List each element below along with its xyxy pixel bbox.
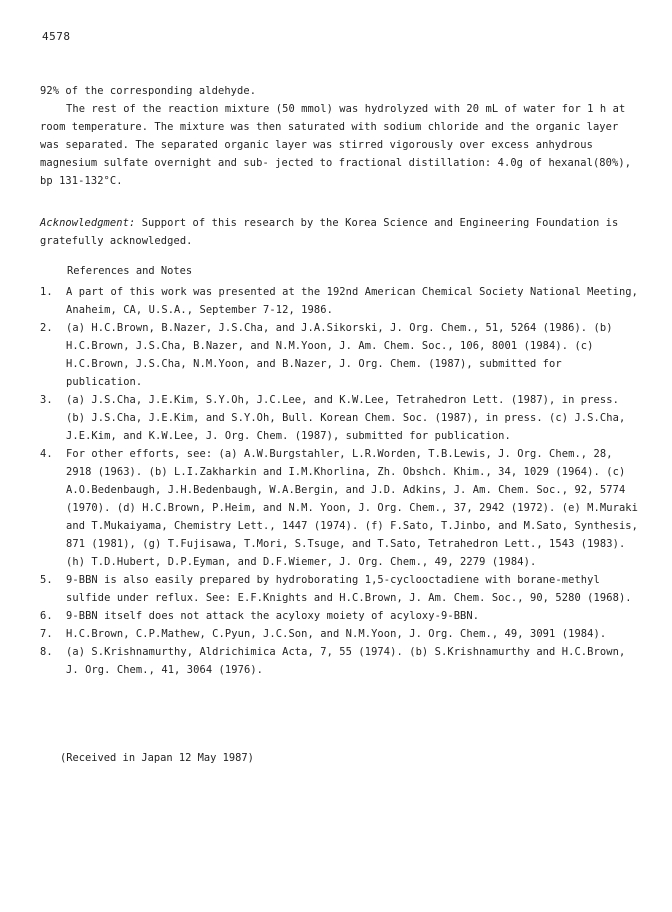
acknowledgment-label: Acknowledgment: <box>40 217 136 229</box>
reference-item <box>40 319 644 391</box>
reference-number: 8. <box>40 646 53 658</box>
reference-number: 7. <box>40 628 53 640</box>
reference-text: (a) J.S.Cha, J.E.Kim, S.Y.Oh, J.C.Lee, and K.W.Lee, Tetrahedron Lett. (1987), in press. (b) J.S.Cha, J.E.Kim, and S.Y.Oh, Bull. Korean Chem. Soc. (1987), in press. (c) J.S.Cha, J.E.Kim, and K.W.Lee, J. Org. Chem. (1987), submitted for publication. <box>66 394 626 442</box>
reference-number: 3. <box>40 394 53 406</box>
reference-text: 9-BBN is also easily prepared by hydroborating 1,5-cyclooctadiene with borane-methyl sulfide under reflux. See: E.F.Knights and H.C.Brown, J. Am. Chem. Soc., 90, 5280 (1968). <box>66 574 632 604</box>
reference-text: (a) S.Krishnamurthy, Aldrichimica Acta, 7, 55 (1974). (b) S.Krishnamurthy and H.C.Brown, J. Org. Chem., 41, 3064 (1976). <box>66 646 626 676</box>
acknowledgment-text: Support of this research by the Korea Science and Engineering Foundation is gratefully acknowledged. <box>40 217 619 247</box>
reference-item <box>40 283 644 319</box>
reference-text: A part of this work was presented at the 192nd American Chemical Society National Meeting, Anaheim, CA, U.S.A., September 7-12, 1986. <box>66 286 639 316</box>
paragraph-continuation: 92% of the corresponding aldehyde. <box>40 85 257 97</box>
reference-text: 9-BBN itself does not attack the acyloxy moiety of acyloxy-9-BBN. <box>66 610 480 622</box>
reference-item <box>40 571 644 607</box>
reference-number: 4. <box>40 448 53 460</box>
reference-text: (a) H.C.Brown, B.Nazer, J.S.Cha, and J.A.Sikorski, J. Org. Chem., 51, 5264 (1986). (b) H.C.Brown, J.S.Cha, B.Nazer, and N.M.Yoon, J. Am. Chem. Soc., 106, 8001 (1984). (c) H.C.Brown, J.S.Cha, N.M.Yoon, and B.Nazer, J. Org. Chem. (1987), submitted for publication. <box>66 322 613 388</box>
reference-item <box>40 391 644 445</box>
reference-text: For other efforts, see: (a) A.W.Burgstahler, L.R.Worden, T.B.Lewis, J. Org. Chem., 28, 2918 (1963). (b) L.I.Zakharkin and I.M.Khorlina, Zh. Obshch. Khim., 34, 1029 (1964). (c) A.O.Bedenbaugh, J.H.Bedenbaugh, W.A.Bergin, and J.D. Adkins, J. Am. Chem. Soc., 92, 5774 (1970). (d) H.C.Brown, P.Heim, and N.M. Yoon, J. Org. Chem., 37, 2942 (1972). (e) M.Muraki and T.Mukaiyama, Chemistry Lett., 1447 (1974). (f) F.Sato, T.Jinbo, and M.Sato, Synthesis, 871 (1981), (g) T.Fujisawa, T.Mori, S.Tsuge, and T.Sato, Tetrahedron Lett., 1543 (1983). (h) T.D.Hubert, D.P.Eyman, and D.F.Wiemer, J. Org. Chem., 49, 2279 (1984). <box>66 448 639 568</box>
reference-item <box>40 625 644 643</box>
references-list <box>40 283 644 679</box>
reference-number: 5. <box>40 574 53 586</box>
reference-number: 1. <box>40 286 53 298</box>
reference-number: 6. <box>40 610 53 622</box>
reference-text: H.C.Brown, C.P.Mathew, C.Pyun, J.C.Son, and N.M.Yoon, J. Org. Chem., 49, 3091 (1984). <box>66 628 607 640</box>
experimental-text <box>40 82 640 190</box>
reference-item <box>40 445 644 571</box>
page-number: 4578 <box>42 30 71 43</box>
paragraph-hydrolysis: The rest of the reaction mixture (50 mmol) was hydrolyzed with 20 mL of water for 1 h at room temperature. The mixture was then saturated with sodium chloride and the organic layer was separated. The separated organic layer was stirred vigorously over excess anhydrous magnesium sulfate overnight and sub- jected to fractional distillation: 4.0g of hexanal(80%), bp 131-132°C. <box>40 103 632 187</box>
reference-item <box>40 607 644 625</box>
reference-number: 2. <box>40 322 53 334</box>
acknowledgment <box>40 214 640 250</box>
references-heading: References and Notes <box>67 265 193 277</box>
received-date: (Received in Japan 12 May 1987) <box>60 752 254 764</box>
reference-item <box>40 643 644 679</box>
